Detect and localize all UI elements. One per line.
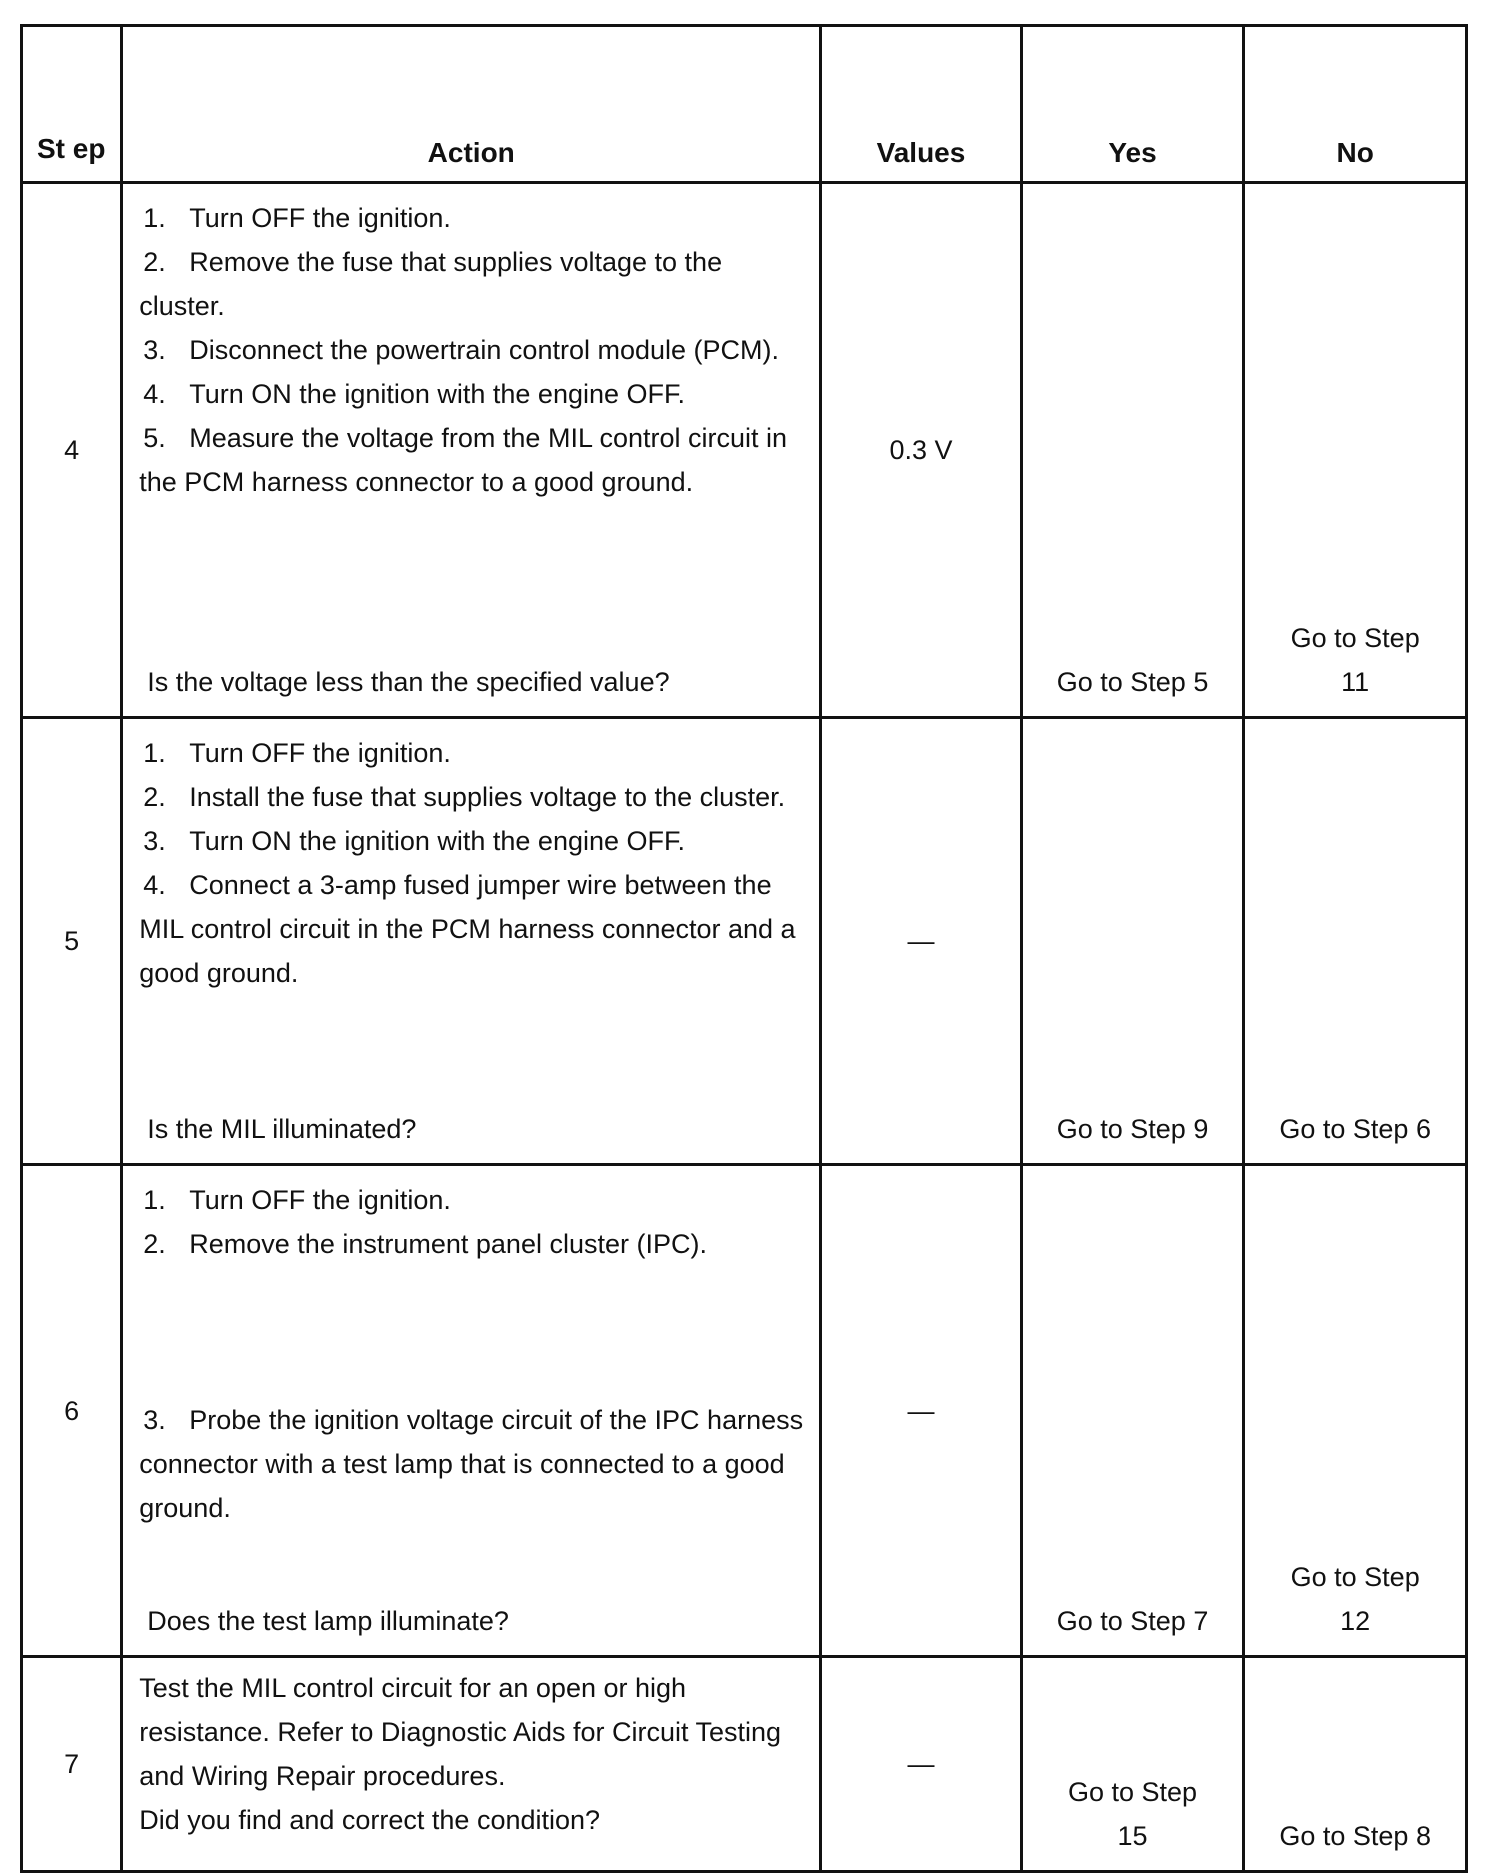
header-step: St ep — [22, 26, 122, 183]
header-values: Values — [821, 26, 1022, 183]
action-item: 2. Install the fuse that supplies voltage to the cluster. — [143, 782, 786, 812]
action-item: 2. Remove the instrument panel cluster (IPC). — [143, 1229, 707, 1259]
action-cell — [122, 1657, 821, 1872]
value-cell: — — [821, 1657, 1022, 1872]
action-item: 3. Probe the ignition voltage circuit of the IPC harness connector with a test lamp that is connected to a good ground. — [139, 1405, 804, 1523]
step-number: 7 — [22, 1657, 122, 1872]
blank-space — [139, 1266, 807, 1398]
yes-result: Go to Step 15 — [1021, 1657, 1244, 1872]
table-row — [22, 1165, 1467, 1657]
value-cell: 0.3 V — [821, 183, 1022, 718]
question-text: Did you find and correct the condition? — [139, 1805, 601, 1835]
yes-result: Go to Step 9 — [1021, 718, 1244, 1165]
yes-result: Go to Step 5 — [1021, 183, 1244, 718]
question-text: Does the test lamp illuminate? — [147, 1606, 509, 1636]
action-item: 1. Turn OFF the ignition. — [143, 738, 451, 768]
question-text: Is the MIL illuminated? — [147, 1114, 417, 1144]
action-cell — [122, 183, 821, 718]
value-cell: — — [821, 718, 1022, 1165]
action-item: 4. Turn ON the ignition with the engine OFF. — [143, 379, 686, 409]
action-item: 2. Remove the fuse that supplies voltage to the cluster. — [139, 247, 723, 321]
no-result: Go to Step 11 — [1244, 183, 1467, 718]
action-item: 5. Measure the voltage from the MIL control circuit in the PCM harness connector to a good ground. — [139, 423, 788, 497]
value-cell: — — [821, 1165, 1022, 1657]
table-row — [22, 718, 1467, 1165]
no-result: Go to Step 12 — [1244, 1165, 1467, 1657]
no-result: Go to Step 6 — [1244, 718, 1467, 1165]
action-item: 1. Turn OFF the ignition. — [143, 203, 451, 233]
header-no: No — [1244, 26, 1467, 183]
step-number: 4 — [22, 183, 122, 718]
action-item: 3. Turn ON the ignition with the engine OFF. — [143, 826, 686, 856]
yes-result: Go to Step 7 — [1021, 1165, 1244, 1657]
diagnostic-table — [20, 24, 1468, 1873]
action-item: 4. Connect a 3-amp fused jumper wire between the MIL control circuit in the PCM harness connector and a good ground. — [139, 870, 796, 988]
table-row — [22, 183, 1467, 718]
action-item: 3. Disconnect the powertrain control module (PCM). — [143, 335, 780, 365]
action-cell — [122, 1165, 821, 1657]
action-item: 1. Turn OFF the ignition. — [143, 1185, 451, 1215]
table-row — [22, 1657, 1467, 1872]
no-result: Go to Step 8 — [1244, 1657, 1467, 1872]
step-number: 5 — [22, 718, 122, 1165]
header-action: Action — [122, 26, 821, 183]
action-cell — [122, 718, 821, 1165]
question-text: Is the voltage less than the specified value? — [147, 667, 670, 697]
header-yes: Yes — [1021, 26, 1244, 183]
header-row — [22, 26, 1467, 183]
step-number: 6 — [22, 1165, 122, 1657]
action-text: Test the MIL control circuit for an open or high resistance. Refer to Diagnostic Aids for Circuit Testing and Wiring Repair procedures. — [139, 1673, 782, 1791]
